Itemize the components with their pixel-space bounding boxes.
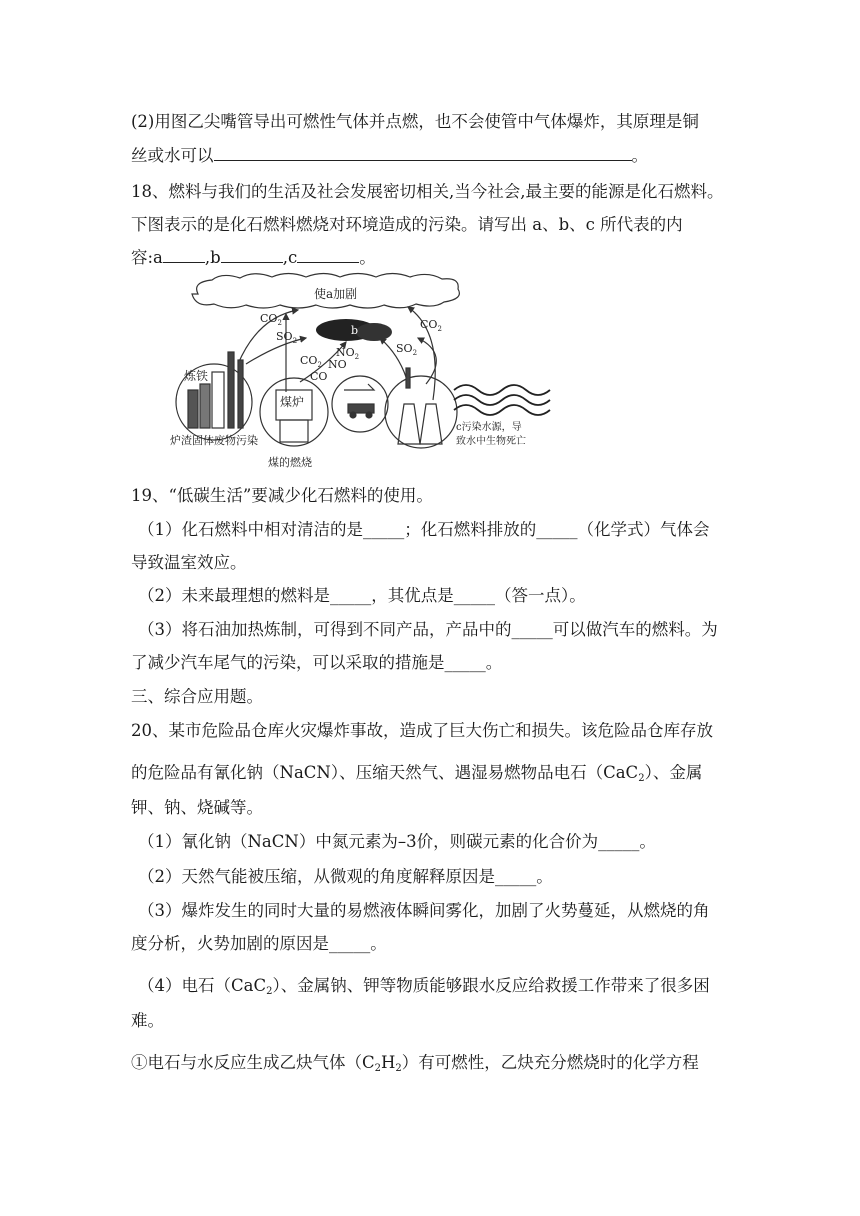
svg-text:SO2: $SO_2$ xyxy=(396,342,418,357)
q18-line-1: 18、燃料与我们的生活及社会发展密切相关,当今社会,最主要的能源是化石燃料。 xyxy=(131,182,724,201)
q18-end: 。 xyxy=(359,248,376,267)
q20-c1-line-1: ①电石与水反应生成乙炔气体$(C_2H_2)$有可燃性，乙炔充分燃烧时的化学方程 xyxy=(131,1053,699,1074)
q20-line-3: 钾、钠、烧碱等。 xyxy=(131,798,263,817)
q20-p3-line-2: 度分析，火势加剧的原因是_____。 xyxy=(131,934,387,953)
iron-works-icon xyxy=(176,352,252,440)
q17-2-line-2-suffix: 。 xyxy=(631,146,648,165)
q20-p4-line-1: （4）电石（CaC$_2$）、金属钠、钾等物质能够跟水反应给救援工作带来了很多困 xyxy=(138,976,710,997)
q19-p2: （2）未来最理想的燃料是_____，其优点是_____（答一点）。 xyxy=(138,586,586,605)
svg-text:NO: NO xyxy=(328,358,347,371)
cloud-label: 使a加剧 xyxy=(314,287,358,301)
q20-p4-line-2: 难。 xyxy=(131,1011,164,1030)
q19-p3-line-1: （3）将石油加热炼制，可得到不同产品，产品中的_____可以做汽车的燃料。为 xyxy=(138,620,718,639)
q19-p3-line-2: 了减少汽车尾气的污染，可以采取的措施是_____。 xyxy=(131,653,503,672)
water-waves-icon xyxy=(454,385,550,415)
q20-p3-line-1: （3）爆炸发生的同时大量的易燃液体瞬间雾化，加剧了火势蔓延，从燃烧的角 xyxy=(138,901,710,920)
coal-burning-label: 煤的燃烧 xyxy=(268,456,312,469)
answer-blank-b[interactable] xyxy=(221,248,283,263)
water-label-2: 致水中生物死亡 xyxy=(456,436,526,447)
q20-p2: （2）天然气能被压缩，从微观的角度解释原因是_____。 xyxy=(138,867,553,886)
answer-blank-c[interactable] xyxy=(297,248,359,263)
q18-line-2: 下图表示的是化石燃料燃烧对环境造成的污染。请写出 a、b、c 所代表的内 xyxy=(131,215,683,234)
svg-text:CO2: $CO_2$ xyxy=(260,312,282,327)
q19-p1-line-2: 导致温室效应。 xyxy=(131,553,247,572)
q19-p1-line-1: （1）化石燃料中相对清洁的是_____；化石燃料排放的_____（化学式）气体会 xyxy=(138,520,710,539)
transport-icon xyxy=(332,376,388,432)
q20-p1: （1）氰化钠（NaCN）中氮元素为–3价，则碳元素的化合价为_____。 xyxy=(138,832,656,851)
power-plant-icon xyxy=(385,368,457,448)
coal-stove-icon xyxy=(260,378,328,446)
q17-2-line-2-prefix: 丝或水可以 xyxy=(131,146,214,165)
q18-a-label: 容:a xyxy=(131,248,163,267)
iron-label: 炼铁 xyxy=(184,369,209,383)
q18-line-3 xyxy=(131,247,376,269)
pollution-diagram xyxy=(168,272,558,472)
q17-2-line-2 xyxy=(131,145,648,167)
q20-line-2: 的危险品有氰化钠（NaCN）、压缩天然气、遇湿易燃物品电石（CaC$_2$）、金属 xyxy=(131,763,703,784)
water-label-1: c污染水源，导 xyxy=(456,422,522,433)
slag-label: 炉渣固体废物污染 xyxy=(170,434,258,447)
svg-text:NO2: $NO_2$ xyxy=(336,346,360,361)
svg-text:CO2: $CO_2$ xyxy=(300,354,322,369)
answer-blank-a[interactable] xyxy=(163,248,205,263)
svg-text:CO: CO xyxy=(310,370,328,383)
svg-text:SO2: $SO_2$ xyxy=(276,330,298,345)
q20-line-1: 20、某市危险品仓库火灾爆炸事故，造成了巨大伤亡和损失。该危险品仓库存放 xyxy=(131,721,713,740)
svg-text:CO2: $CO_2$ xyxy=(420,318,442,333)
q17-2-line-1: (2)用图乙尖嘴管导出可燃性气体并点燃，也不会使管中气体爆炸，其原理是铜 xyxy=(131,112,699,131)
furnace-label: 煤炉 xyxy=(280,395,305,409)
b-label: b xyxy=(351,324,359,337)
section-3-heading: 三、综合应用题。 xyxy=(131,687,263,706)
q18-b-label: ,b xyxy=(204,248,221,267)
q19-title: 19、“低碳生活”要减少化石燃料的使用。 xyxy=(131,486,433,505)
q18-c-label: ,c xyxy=(282,248,298,267)
answer-blank[interactable] xyxy=(214,146,632,161)
